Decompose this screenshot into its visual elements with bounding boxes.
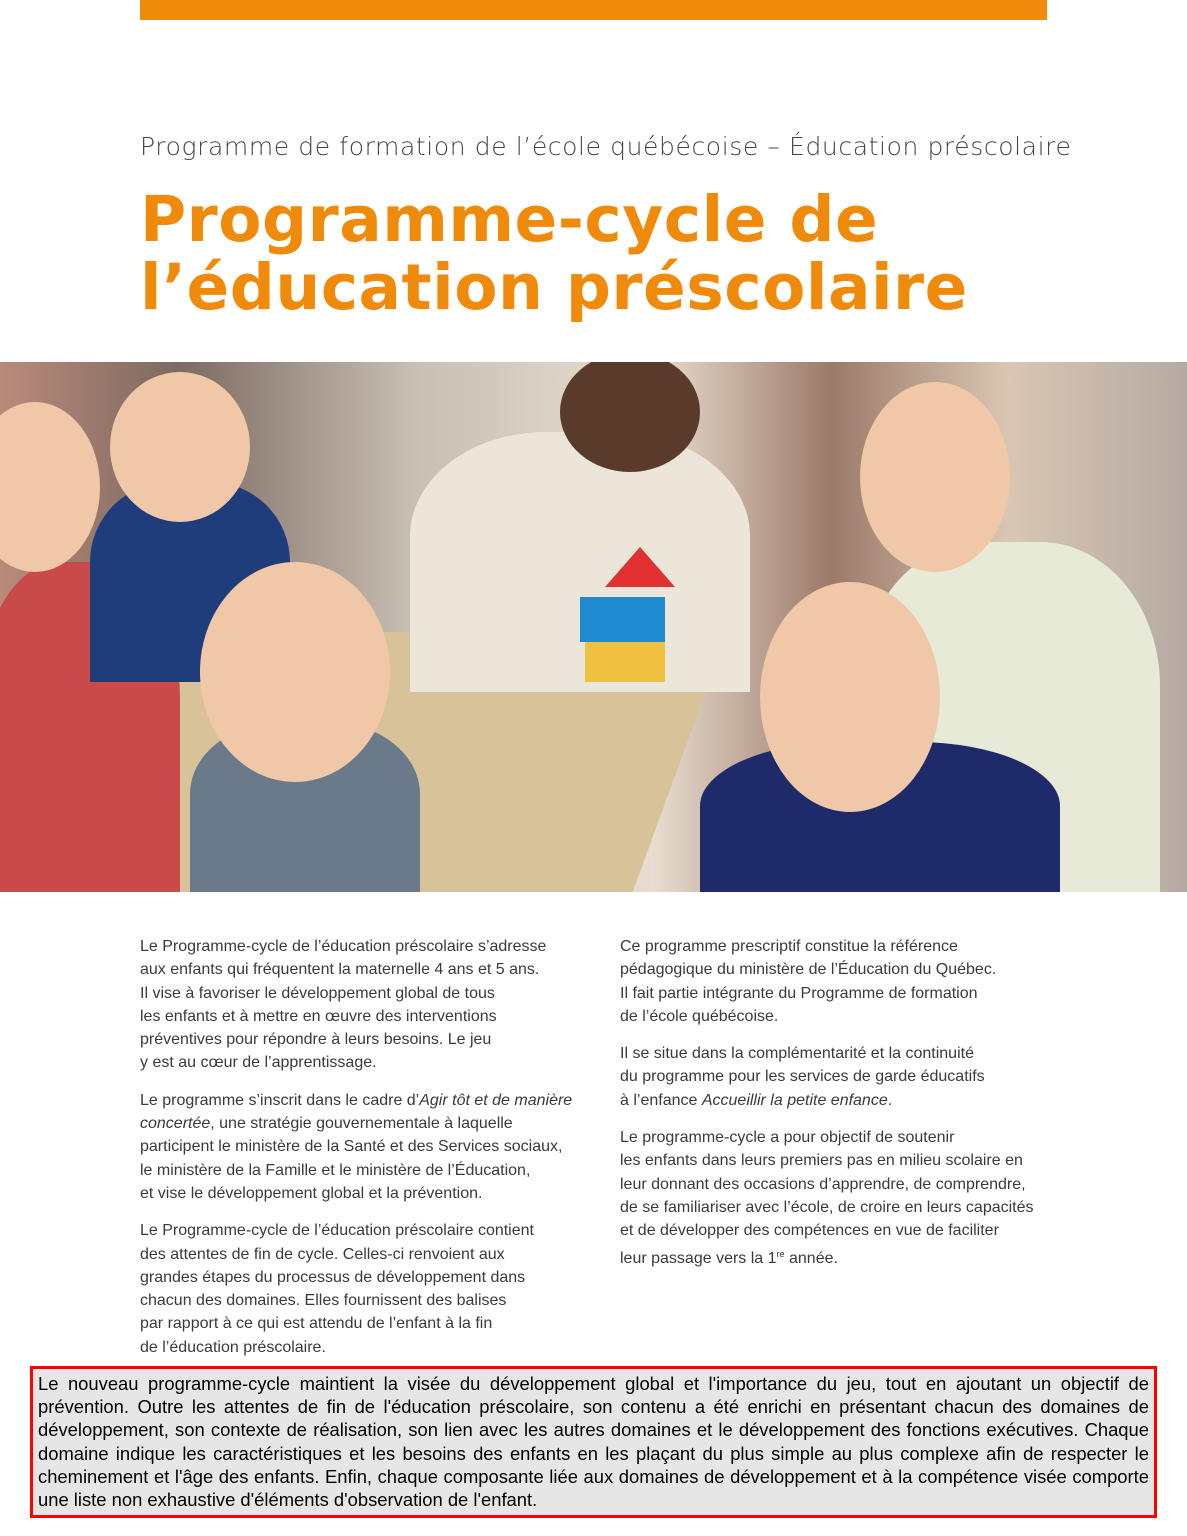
text-line: leur donnant des occasions d’apprendre, de comprendre, xyxy=(620,1175,1026,1193)
text-line: du programme pour les services de garde éducatifs xyxy=(620,1068,985,1086)
text-line: participent le ministère de la Santé et des Services sociaux, xyxy=(140,1138,563,1156)
text-line: les enfants et à mettre en œuvre des interventions xyxy=(140,1007,497,1025)
text-line: préventives pour répondre à leurs besoins. Le jeu xyxy=(140,1031,492,1049)
title-line-1: Programme-cycle de xyxy=(140,183,879,256)
paragraph xyxy=(620,1042,1060,1112)
text-line: Le Programme-cycle de l’éducation préscolaire s’adresse xyxy=(140,938,547,955)
program-title: Accueillir la petite enfance xyxy=(701,1091,888,1109)
photo-child xyxy=(860,382,1010,572)
document-title xyxy=(140,183,968,324)
text-line: y est au cœur de l’apprentissage. xyxy=(140,1054,377,1072)
photo-block xyxy=(585,642,665,682)
text-line: aux enfants qui fréquentent la maternelle 4 ans et 5 ans. xyxy=(140,961,540,979)
text-line: les enfants dans leurs premiers pas en milieu scolaire en xyxy=(620,1152,1023,1170)
accent-bar xyxy=(140,0,1047,20)
photo-child xyxy=(0,402,100,572)
text-line: grandes étapes du processus de développement dans xyxy=(140,1268,526,1286)
photo-child xyxy=(760,582,940,812)
text-line: des attentes de fin de cycle. Celles-ci renvoient aux xyxy=(140,1245,505,1263)
photo-block xyxy=(580,597,665,642)
text: année. xyxy=(784,1249,838,1267)
text-line: et de développer des compétences en vue de faciliter xyxy=(620,1222,999,1240)
text: Le programme s’inscrit dans le cadre d’ xyxy=(140,1091,420,1109)
strategy-title: concertée xyxy=(140,1115,211,1133)
text-line: chacun des domaines. Elles fournissent des balises xyxy=(140,1292,507,1310)
paragraph xyxy=(140,1219,580,1359)
text-line: Ce programme prescriptif constitue la référence xyxy=(620,938,958,955)
right-column xyxy=(620,935,1060,1284)
text-line: par rapport à ce qui est attendu de l’enfant à la fin xyxy=(140,1315,493,1333)
text-line: de l’école québécoise. xyxy=(620,1007,779,1025)
text-line: Le Programme-cycle de l’éducation préscolaire contient xyxy=(140,1222,534,1240)
title-line-2: l’éducation préscolaire xyxy=(140,251,968,324)
photo-child xyxy=(110,372,250,522)
text: . xyxy=(887,1091,893,1109)
text-line: de l’éducation préscolaire. xyxy=(140,1338,326,1356)
photo-child xyxy=(200,562,390,782)
text: à l’enfance xyxy=(620,1091,702,1109)
text: , une stratégie gouvernementale à laquelle xyxy=(210,1115,513,1133)
paragraph xyxy=(140,935,580,1075)
paragraph xyxy=(620,1126,1060,1270)
text-line xyxy=(620,1089,1060,1112)
ordinal-suffix: re xyxy=(776,1248,785,1259)
text-line: pédagogique du ministère de l’Éducation du Québec. xyxy=(620,961,997,979)
text-line xyxy=(140,1089,580,1112)
text: leur passage vers la 1 xyxy=(620,1249,777,1267)
text-line: Il se situe dans la complémentarité et la continuité xyxy=(620,1045,974,1063)
text-line xyxy=(140,1112,580,1135)
strategy-title: Agir tôt et de manière xyxy=(419,1091,573,1109)
summary-highlight-box: Le nouveau programme-cycle maintient la visée du développement global et l'importance du jeu, tout en ajoutant un objectif de prévention. Outre les attentes de fin de l'éducation préscolaire, son contenu a été enrichi en présentant chacun des domaines de développement, son contexte de réalisation, son lien avec les autres domaines et le développement des fonctions exécutives. Chaque domaine indique les caractéristiques et les besoins des enfants en les plaçant du plus simple au plus complexe afin de respecter le cheminement et l'âge des enfants. Enfin, chaque composante liée aux domaines de développement et à la compétence visée comporte une liste non exhaustive d'éléments d'observation de l'enfant. xyxy=(30,1366,1157,1518)
text-line xyxy=(620,1243,1060,1270)
paragraph xyxy=(140,1089,580,1205)
text-line: Le programme-cycle a pour objectif de soutenir xyxy=(620,1129,955,1147)
text-line: le ministère de la Famille et le ministère de l’Éducation, xyxy=(140,1161,531,1179)
paragraph xyxy=(620,935,1060,1028)
photo-child xyxy=(410,432,750,692)
text-line: et vise le développement global et la prévention. xyxy=(140,1184,483,1202)
document-subtitle: Programme de formation de l’école québécoise – Éducation préscolaire xyxy=(140,132,1072,161)
text-line: de se familiariser avec l’école, de croire en leurs capacités xyxy=(620,1198,1034,1216)
text-line: Il fait partie intégrante du Programme de formation xyxy=(620,984,978,1002)
text-line: Il vise à favoriser le développement global de tous xyxy=(140,984,495,1002)
left-column xyxy=(140,935,580,1373)
children-photo xyxy=(0,362,1187,892)
